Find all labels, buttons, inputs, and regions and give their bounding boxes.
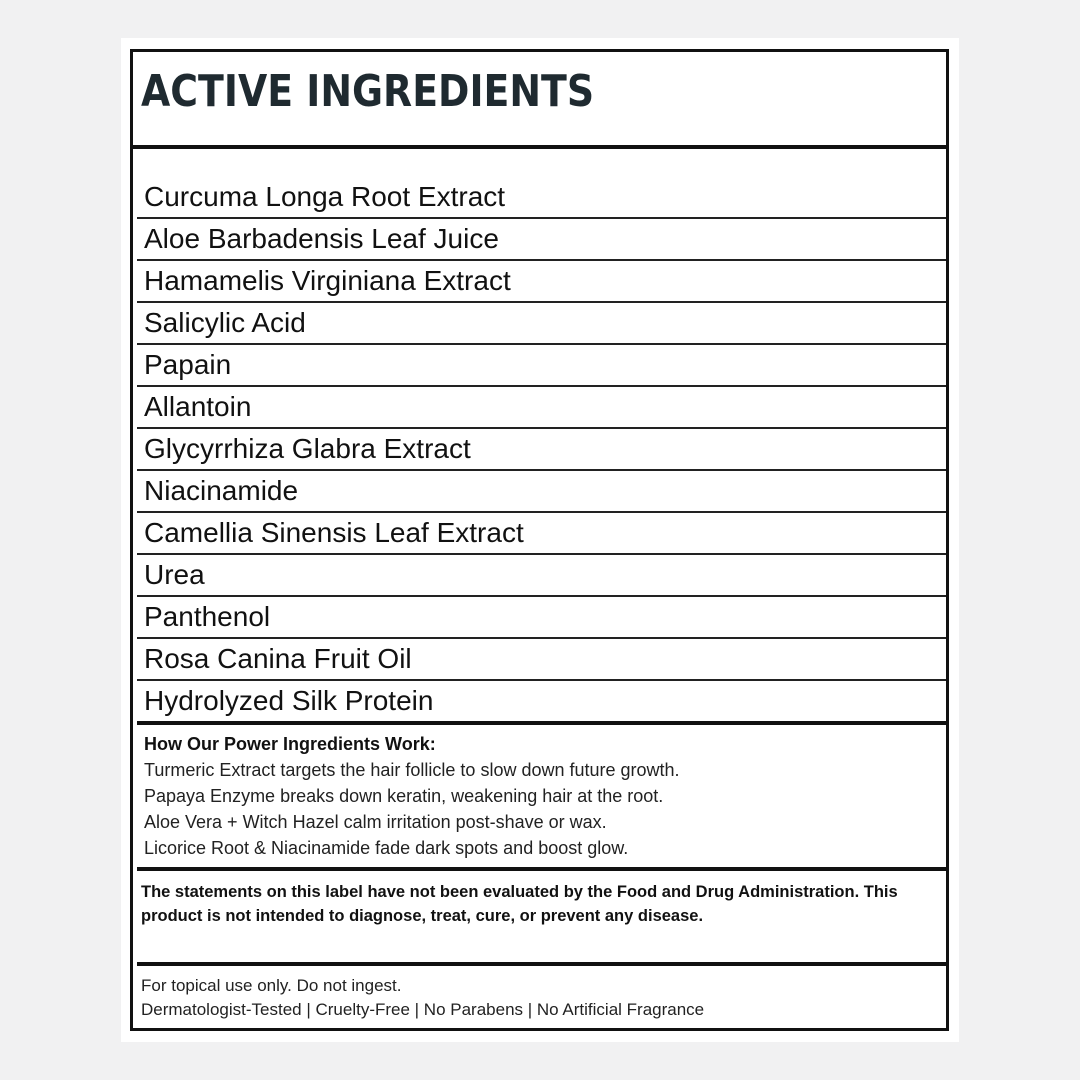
- ingredient-row: [137, 261, 946, 303]
- ingredient-row: [137, 219, 946, 261]
- ingredient-row: [137, 345, 946, 387]
- ingredient-row: [137, 597, 946, 639]
- footer-section: [141, 974, 941, 1022]
- ingredient-name: Urea: [144, 559, 205, 590]
- ingredient-name: Allantoin: [144, 391, 252, 422]
- ingredient-row: [137, 303, 946, 345]
- ingredient-name: Salicylic Acid: [144, 307, 306, 338]
- ingredient-name: Camellia Sinensis Leaf Extract: [144, 517, 524, 548]
- section-divider: [137, 867, 946, 871]
- ingredient-name: Hamamelis Virginiana Extract: [144, 265, 511, 296]
- how-it-works-heading: How Our Power Ingredients Work:: [144, 734, 436, 754]
- section-divider: [137, 962, 946, 966]
- how-it-works-line: Aloe Vera + Witch Hazel calm irritation post-shave or wax.: [144, 812, 607, 832]
- ingredient-row: [137, 177, 946, 219]
- ingredient-row: [137, 639, 946, 681]
- ingredient-name: Hydrolyzed Silk Protein: [144, 685, 434, 716]
- product-claims: Dermatologist-Tested | Cruelty-Free | No Parabens | No Artificial Fragrance: [141, 1000, 705, 1019]
- ingredient-row: [137, 513, 946, 555]
- ingredient-name: Niacinamide: [144, 475, 299, 506]
- ingredient-name: Aloe Barbadensis Leaf Juice: [144, 223, 499, 254]
- ingredient-name: Rosa Canina Fruit Oil: [144, 643, 412, 674]
- ingredient-row: [137, 429, 946, 471]
- ingredient-name: Papain: [144, 349, 232, 380]
- ingredients-label: [130, 49, 949, 1031]
- ingredient-row: [137, 471, 946, 513]
- ingredient-name: Glycyrrhiza Glabra Extract: [144, 433, 471, 464]
- title-box: [133, 52, 946, 149]
- fda-disclaimer: The statements on this label have not been evaluated by the Food and Drug Administration. This product is not intended to diagnose, treat, cure, or prevent any disease.: [141, 883, 898, 925]
- ingredient-list: [137, 177, 946, 725]
- ingredient-row: [137, 681, 946, 725]
- usage-note: For topical use only. Do not ingest.: [141, 976, 402, 995]
- how-it-works-line: Licorice Root & Niacinamide fade dark spots and boost glow.: [144, 838, 629, 858]
- how-it-works-line: Turmeric Extract targets the hair follicle to slow down future growth.: [144, 760, 680, 780]
- ingredient-row: [137, 555, 946, 597]
- how-it-works-line: Papaya Enzyme breaks down keratin, weakening hair at the root.: [144, 786, 664, 806]
- label-title: ACTIVE INGREDIENTS: [141, 66, 595, 117]
- ingredient-name: Curcuma Longa Root Extract: [144, 181, 506, 212]
- how-it-works-section: [144, 731, 944, 861]
- ingredient-name: Panthenol: [144, 601, 271, 632]
- ingredient-row: [137, 387, 946, 429]
